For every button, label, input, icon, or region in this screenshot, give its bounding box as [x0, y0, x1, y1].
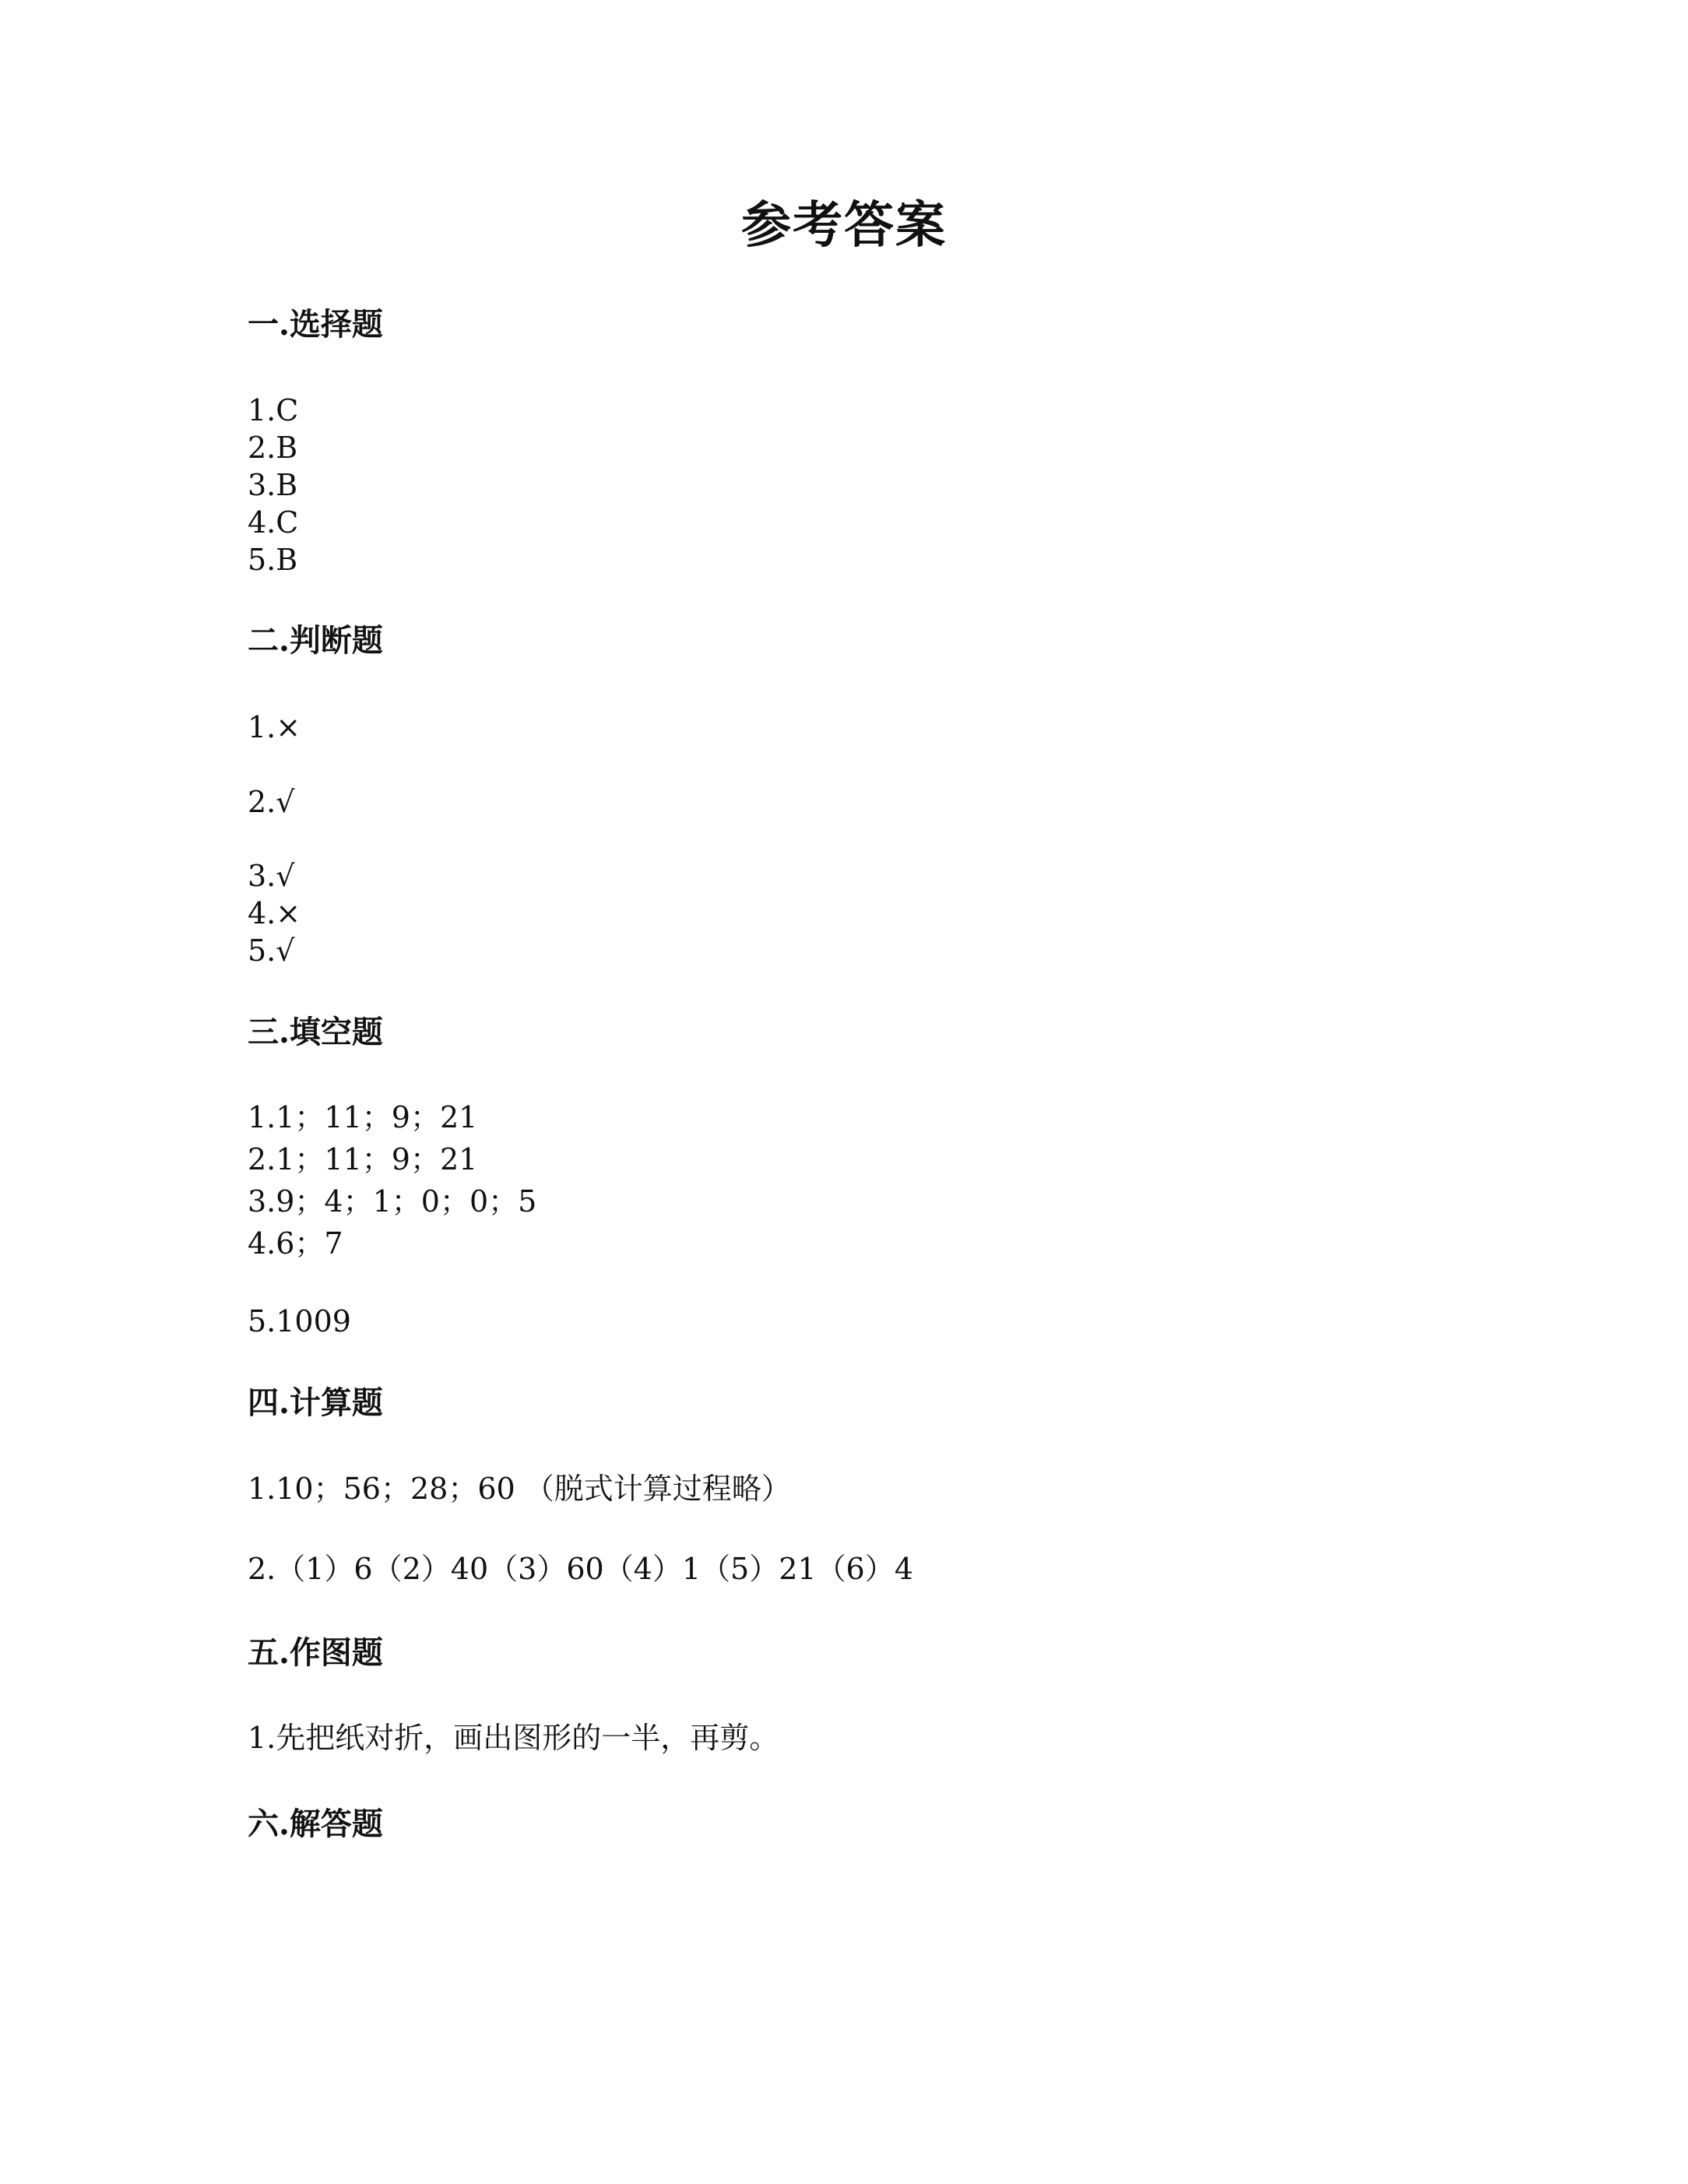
answer-line: 1.先把纸对折，画出图形的一半，再剪。	[248, 1721, 779, 1755]
section-heading-calculation: 四.计算题	[248, 1384, 383, 1421]
answer-line: 3.√	[248, 859, 295, 893]
section-heading-choice: 一.选择题	[248, 306, 383, 343]
section-heading-fill-blank: 三.填空题	[248, 1014, 383, 1050]
section-heading-drawing: 五.作图题	[248, 1634, 383, 1671]
answer-line: 5.B	[248, 543, 298, 577]
page-title: 参考答案	[741, 196, 947, 255]
answer-line: 2.√	[248, 785, 295, 819]
answer-line: 3.9；4；1；0；0；5	[248, 1184, 537, 1219]
answer-line: 5.√	[248, 934, 295, 968]
answer-line: 4.C	[248, 505, 299, 540]
answer-line: 2.1；11；9；21	[248, 1142, 478, 1176]
answer-line: 4.×	[248, 896, 301, 930]
answer-line: 5.1009	[248, 1304, 351, 1338]
answer-line: 1.×	[248, 710, 301, 744]
answer-line: 4.6；7	[248, 1226, 343, 1261]
answer-line: 1.10；56；28；60 （脱式计算过程略）	[248, 1472, 791, 1506]
answer-line: 3.B	[248, 468, 298, 502]
section-heading-word-problems: 六.解答题	[248, 1806, 383, 1842]
answer-line: 2.B	[248, 431, 298, 465]
answer-line: 2.（1）6（2）40（3）60（4）1（5）21（6）4	[248, 1552, 913, 1586]
answer-line: 1.1；11；9；21	[248, 1100, 478, 1134]
section-heading-judgment: 二.判断题	[248, 622, 383, 659]
answer-line: 1.C	[248, 393, 299, 427]
